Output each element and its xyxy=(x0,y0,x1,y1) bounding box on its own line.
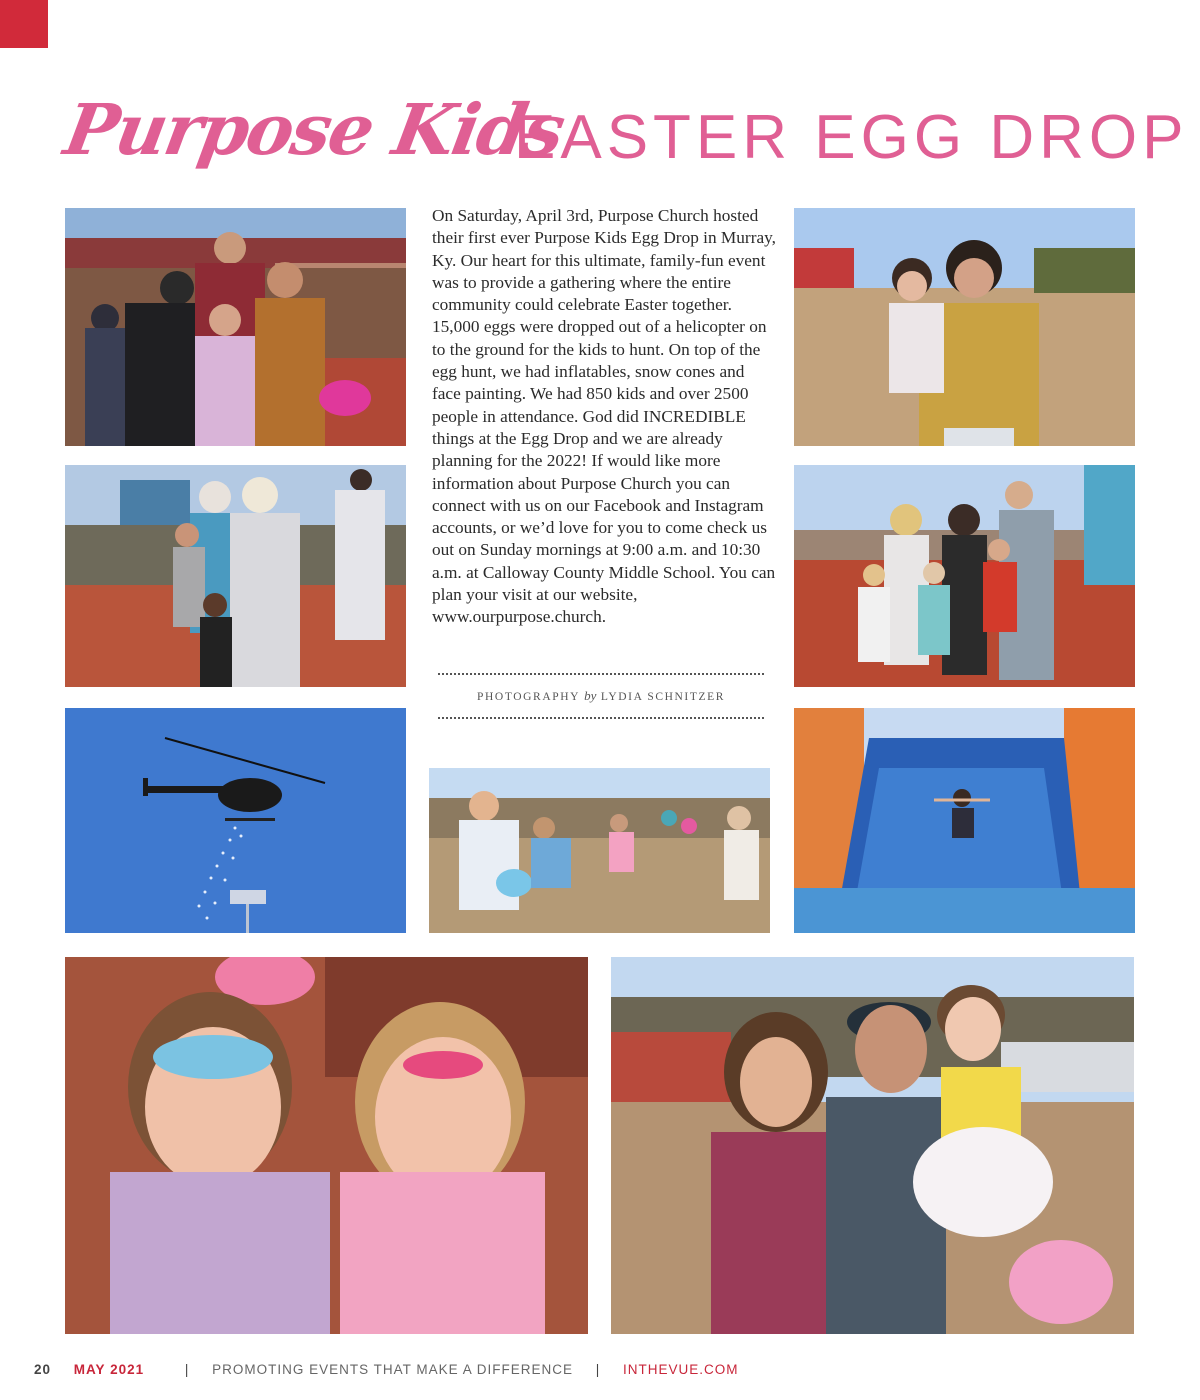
credit-label: PHOTOGRAPHY xyxy=(477,691,580,703)
credit-rule-bottom xyxy=(438,717,764,719)
footer-website-link[interactable]: INTHEVUE.COM xyxy=(623,1362,739,1377)
photo-girl-on-inflatable-slide xyxy=(794,708,1135,933)
credit-by: by xyxy=(584,688,597,703)
credit-name: LYDIA SCHNITZER xyxy=(600,691,725,703)
footer-separator-2: | xyxy=(595,1362,601,1377)
headline-script: Purpose Kids xyxy=(58,88,570,171)
issue-month: MAY 2021 xyxy=(73,1362,145,1377)
page-headline xyxy=(58,88,1189,188)
photo-kids-hunting-eggs xyxy=(429,768,770,933)
corner-tab xyxy=(0,0,48,48)
photo-family-with-easter-baskets xyxy=(65,208,406,446)
photo-helicopter-dropping-eggs xyxy=(65,708,406,933)
photo-parents-holding-toddler xyxy=(611,957,1134,1334)
footer-separator-1: | xyxy=(184,1362,190,1377)
article-body: On Saturday, April 3rd, Purpose Church hosted their first ever Purpose Kids Egg Drop in Murray, Ky. Our heart for this ultimate, family-fun event was to provide a gathering where the entire community could celebrate Easter together. 15,000 eggs were dropped out of a helicopter on to the ground for the kids to hunt. On top of the egg hunt, we had inflatables, snow cones and face painting. We had 850 kids and over 2500 people in attendance. God did INCREDIBLE things at the Egg Drop and we are already planning for the 2022! If would like more information about Purpose Church you can connect with us on our Facebook and Instagram accounts, or we’d love for you to come check us out on Sunday mornings at 9:00 a.m. and 10:30 a.m. at Calloway County Middle School. You can plan your visit at our website, www.ourpurpose.church. xyxy=(432,206,776,627)
page-number: 20 xyxy=(34,1362,52,1377)
page-footer xyxy=(34,1362,1174,1377)
photo-mother-holding-toddler xyxy=(794,208,1135,446)
footer-tagline: PROMOTING EVENTS THAT MAKE A DIFFERENCE xyxy=(212,1362,573,1377)
photo-girls-with-face-paint xyxy=(65,957,588,1334)
credit-rule-top xyxy=(438,673,764,675)
headline-caps: EASTER EGG DROP xyxy=(514,103,1189,172)
photo-grandmothers-with-granddaughters xyxy=(65,465,406,687)
photo-credit xyxy=(438,688,764,704)
photo-family-group-on-track xyxy=(794,465,1135,687)
